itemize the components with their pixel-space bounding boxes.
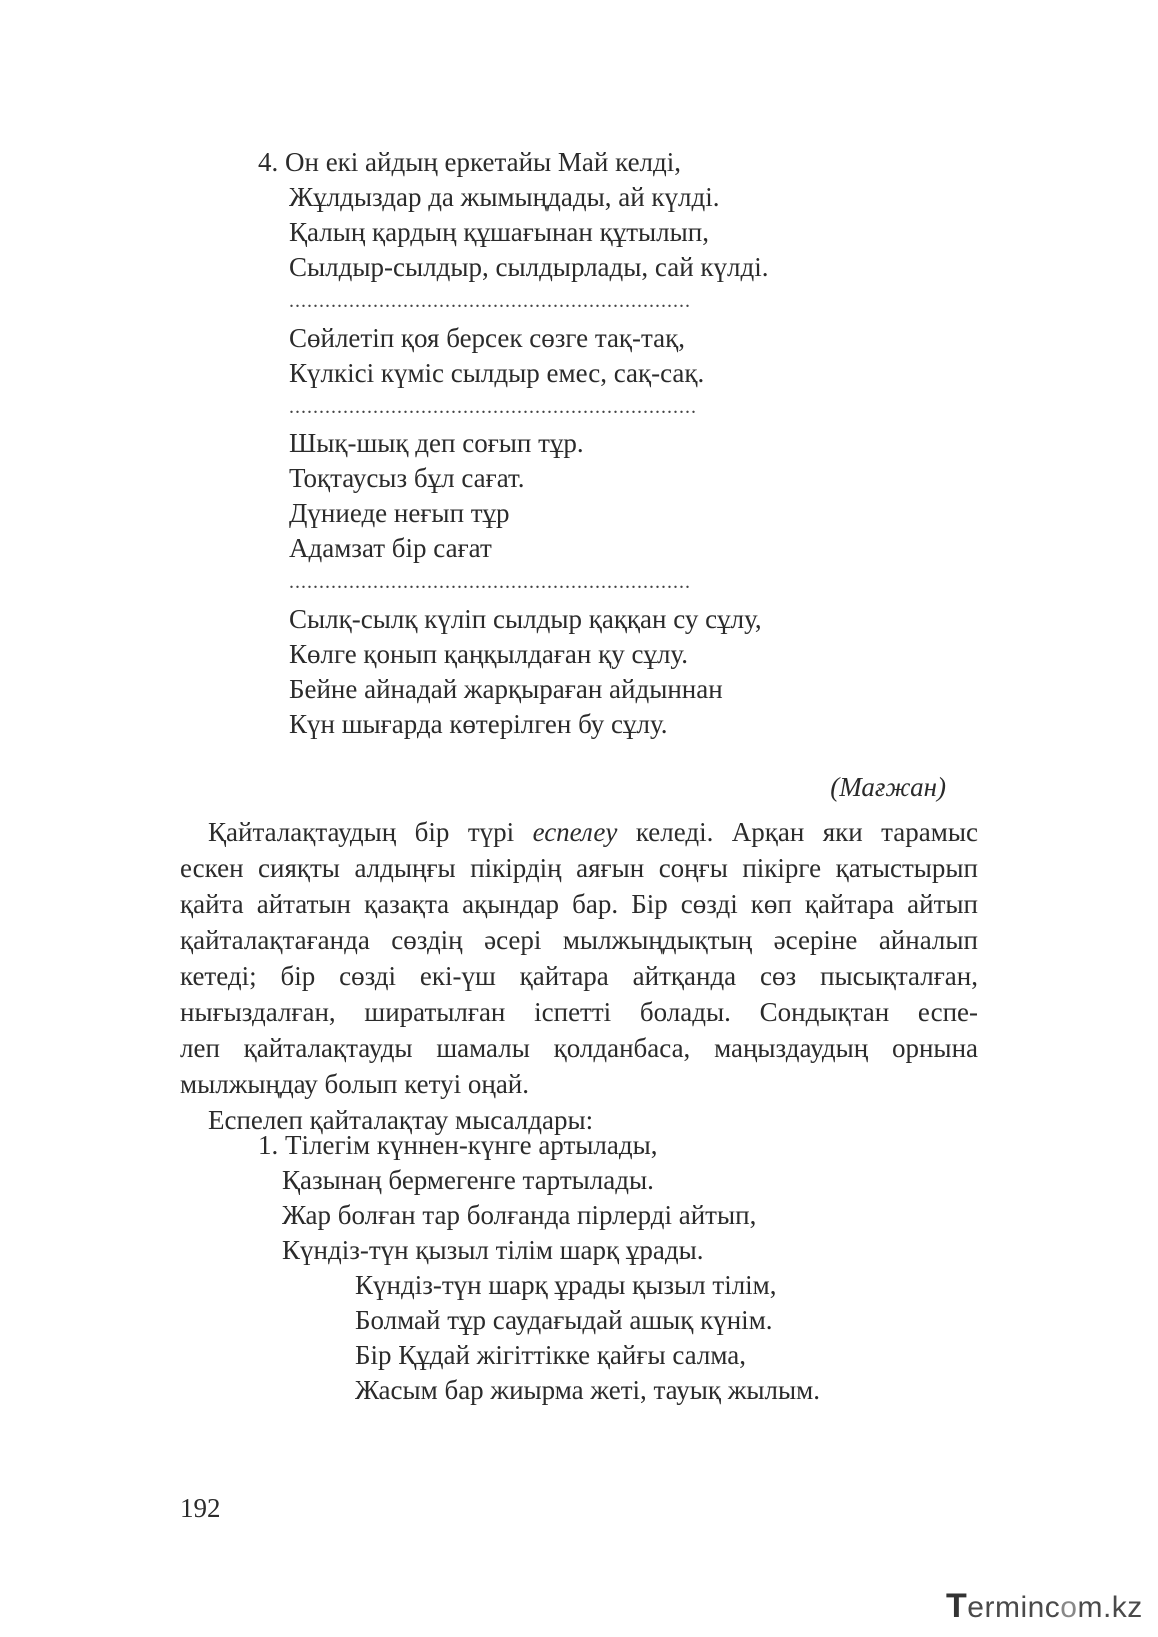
poem-line: Сылқ-сылқ күліп сылдыр қаққан су сұлу, — [289, 604, 762, 634]
poem-line: Адамзат бір сағат — [289, 533, 492, 563]
attribution: (Мағжан) — [830, 772, 946, 802]
poem-line: Сөйлетіп қоя берсек сөзге тақ-тақ, — [289, 323, 686, 353]
paragraph-intro: Еспелеп қайталақтау мысалдары: — [208, 1105, 594, 1135]
poem-line: 1. Тілегім күннен-күнге артылады, — [258, 1130, 658, 1160]
poem-line: Бейне айнадай жарқыраған айдыннан — [289, 674, 723, 704]
poem-line: 4. Он екі айдың еркетайы Май келді, — [258, 147, 682, 177]
ellipsis-divider: .................................................................... — [289, 396, 697, 418]
poem-line: Күндіз-түн шарқ ұрады қызыл тілім, — [355, 1270, 777, 1300]
poem-line: Күлкісі күміс сылдыр емес, сақ-сақ. — [289, 358, 705, 388]
body-paragraph — [180, 814, 978, 1138]
poem-line: Жұлдыздар да жымыңдады, ай күлді. — [289, 182, 720, 212]
paragraph-line: нығыздалған, ширатылған іспетті болады. Сондықтан еспе- — [180, 997, 978, 1027]
paragraph-line: Қайталақтаудың бір түрі еспелеу келеді. Арқан яки тарамыс — [208, 817, 978, 847]
poem-line: Болмай тұр саудағыдай ашық күнім. — [355, 1305, 773, 1335]
poem-line: Қалың қардың құшағынан құтылып, — [289, 217, 709, 247]
page-number: 192 — [180, 1493, 221, 1523]
poem-line: Жар болған тар болғанда пірлерді айтып, — [282, 1200, 757, 1230]
poem-line: Қазынаң бермегенге тартылады. — [282, 1165, 654, 1195]
poem-line: Дүниеде неғып тұр — [289, 498, 510, 528]
poem-line: Сылдыр-сылдыр, сылдырлады, сай күлді. — [289, 252, 769, 282]
poem-line: Күндіз-түн қызыл тілім шарқ ұрады. — [282, 1235, 704, 1265]
paragraph-line: қайта айтатын қазақта ақындар бар. Бір сөзді көп қайтара айтып — [180, 889, 978, 919]
poem-line: Көлге қонып қаңқылдаған қу сұлу. — [289, 639, 688, 669]
poem-line: Жасым бар жиырма жеті, тауық жылым. — [355, 1375, 820, 1405]
paragraph-line: мылжыңдау болып кетуі оңай. — [180, 1069, 529, 1099]
ellipsis-divider: ................................................................... — [289, 571, 691, 593]
ellipsis-divider: ................................................................... — [289, 290, 691, 312]
poem-line: Бір Құдай жігіттікке қайғы салма, — [355, 1340, 746, 1370]
poem-line: Күн шығарда көтерілген бу сұлу. — [289, 709, 668, 739]
paragraph-line: ескен сияқты алдыңғы пікірдің аяғын соңғы пікірге қатыстырып — [180, 853, 978, 883]
poem-line: Шық-шық деп соғып тұр. — [289, 428, 584, 458]
emphasis-term: еспелеу — [532, 817, 618, 847]
paragraph-line: леп қайталақтауды шамалы қолданбаса, маңыздаудың орнына — [180, 1033, 978, 1063]
paragraph-line: кетеді; бір сөзді екі-үш қайтара айтқанда сөз пысықталған, — [180, 961, 978, 991]
site-logo: Termincom.kz — [946, 1587, 1143, 1625]
paragraph-line: қайталақтағанда сөздің әсері мылжыңдықтың әсеріне айналып — [180, 925, 978, 955]
poem-line: Тоқтаусыз бұл сағат. — [289, 463, 525, 493]
